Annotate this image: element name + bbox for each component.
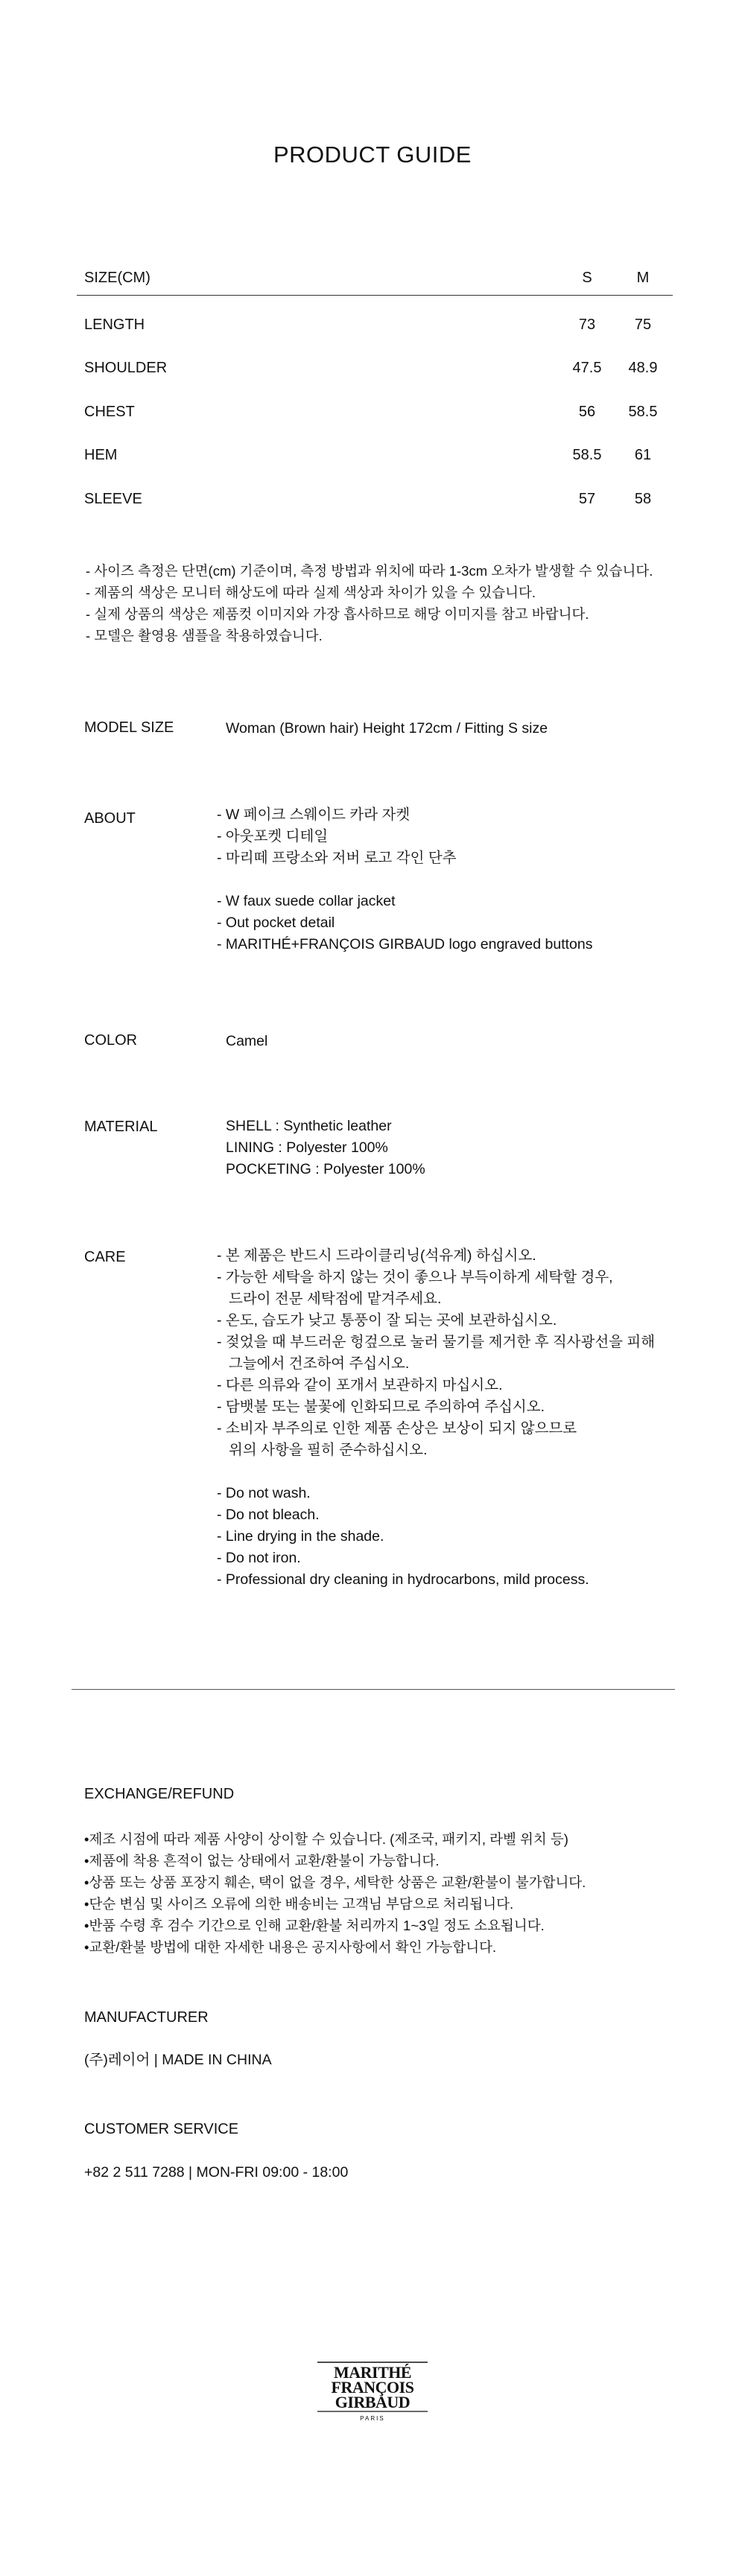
table-row: [77, 347, 673, 391]
customer-service-label: CUSTOMER SERVICE: [84, 2121, 239, 2137]
care-line: - Line drying in the shade.: [217, 1528, 384, 1545]
note-line: - 사이즈 측정은 단면(cm) 기준이며, 측정 방법과 위치에 따라 1-3cm 오차가 발생할 수 있습니다.: [86, 563, 653, 579]
customer-service-value: +82 2 511 7288 | MON-FRI 09:00 - 18:00: [84, 2164, 349, 2181]
row-label: SHOULDER: [84, 360, 168, 377]
table-row: [77, 303, 673, 347]
manufacturer-value: (주)레이어 | MADE IN CHINA: [84, 2052, 272, 2068]
care-line: - 젖었을 때 부드러운 헝겊으로 눌러 물기를 제거한 후 직사광선을 피해: [217, 1334, 656, 1350]
care-line: - 담뱃불 또는 불꽃에 인화되므로 주의하여 주십시오.: [217, 1399, 545, 1415]
care-line: 드라이 전문 세탁점에 맡겨주세요.: [229, 1291, 442, 1307]
row-s-value: 56: [578, 403, 596, 420]
size-table-header: [77, 261, 673, 296]
row-m-value: 61: [634, 447, 652, 464]
exchange-line: •반품 수령 후 검수 기간으로 인해 교환/환불 처리까지 1~3일 정도 소요됩니다.: [84, 1918, 545, 1933]
size-notes: [86, 560, 653, 646]
material-line: SHELL : Synthetic leather: [226, 1118, 392, 1134]
exchange-lines: [84, 1828, 586, 1958]
size-header-s: S: [582, 269, 592, 286]
section-divider: [72, 1689, 675, 1690]
exchange-label: EXCHANGE/REFUND: [84, 1786, 235, 1802]
about-label: ABOUT: [84, 810, 136, 827]
care-lines: [217, 1245, 655, 1591]
table-row: [77, 390, 673, 434]
care-line: - Do not wash.: [217, 1485, 311, 1501]
material-line: POCKETING : Polyester 100%: [226, 1161, 425, 1177]
care-line: - 소비자 부주의로 인한 제품 손상은 보상이 되지 않으므로: [217, 1420, 577, 1437]
svg-text:GIRBAUD: GIRBAUD: [335, 2393, 410, 2411]
note-line: - 제품의 색상은 모니터 해상도에 따라 실제 색상과 차이가 있을 수 있습니다.: [86, 585, 536, 600]
row-s-value: 57: [578, 490, 596, 507]
exchange-line: •상품 또는 상품 포장지 훼손, 택이 없을 경우, 세탁한 상품은 교환/환불이 불가합니다.: [84, 1874, 586, 1890]
about-lines: [217, 804, 592, 955]
material-lines: [226, 1116, 425, 1180]
exchange-line: •제조 시점에 따라 제품 사양이 상이할 수 있습니다. (제조국, 패키지, 라벨 위치 등): [84, 1831, 568, 1847]
row-s-value: 58.5: [572, 447, 602, 464]
size-header-m: M: [636, 269, 650, 286]
about-line: - W faux suede collar jacket: [217, 893, 396, 909]
svg-text:PARIS: PARIS: [360, 2415, 385, 2422]
note-line: - 모델은 촬영용 샘플을 착용하였습니다.: [86, 628, 323, 643]
size-table: [77, 261, 673, 521]
note-line: - 실제 상품의 색상은 제품컷 이미지와 가장 흡사하므로 해당 이미지를 참고 바랍니다.: [86, 606, 589, 622]
care-line: - Do not bleach.: [217, 1507, 320, 1523]
care-label: CARE: [84, 1249, 126, 1265]
about-line: - MARITHÉ+FRANÇOIS GIRBAUD logo engraved buttons: [217, 936, 593, 953]
manufacturer-label: MANUFACTURER: [84, 2009, 209, 2026]
exchange-line: •교환/환불 방법에 대한 자세한 내용은 공지사항에서 확인 가능합니다.: [84, 1939, 497, 1955]
material-line: LINING : Polyester 100%: [226, 1139, 388, 1156]
care-line: - Professional dry cleaning in hydrocarbons, mild process.: [217, 1571, 589, 1588]
about-line: - 아웃포켓 디테일: [217, 828, 329, 845]
care-line: - 가능한 세탁을 하지 않는 것이 좋으나 부득이하게 세탁할 경우,: [217, 1269, 613, 1285]
page-title: PRODUCT GUIDE: [273, 141, 472, 168]
exchange-line: •단순 변심 및 사이즈 오류에 의한 배송비는 고객님 부담으로 처리됩니다.: [84, 1896, 514, 1912]
color-value: Camel: [226, 1033, 268, 1049]
table-row: [77, 477, 673, 521]
model-size-value: Woman (Brown hair) Height 172cm / Fitting S size: [226, 720, 548, 737]
care-line: - 다른 의류와 같이 포개서 보관하지 마십시오.: [217, 1377, 503, 1393]
care-line: - Do not iron.: [217, 1550, 301, 1566]
exchange-line: •제품에 착용 흔적이 없는 상태에서 교환/환불이 가능합니다.: [84, 1853, 440, 1869]
row-s-value: 47.5: [572, 360, 602, 377]
svg-text:MARITHÉ: MARITHÉ: [333, 2363, 412, 2382]
row-m-value: 58: [634, 490, 652, 507]
row-m-value: 48.9: [628, 360, 658, 377]
care-line: - 온도, 습도가 낮고 통풍이 잘 되는 곳에 보관하십시오.: [217, 1312, 557, 1329]
row-label: HEM: [84, 447, 118, 464]
about-line: - Out pocket detail: [217, 915, 335, 931]
size-header-label: SIZE(CM): [84, 269, 150, 286]
row-s-value: 73: [578, 316, 596, 333]
row-m-value: 75: [634, 316, 652, 333]
care-line: 그늘에서 건조하여 주십시오.: [229, 1355, 410, 1372]
color-label: COLOR: [84, 1032, 138, 1049]
care-line: - 본 제품은 반드시 드라이클리닝(석유계) 하십시오.: [217, 1247, 536, 1264]
about-line: - 마리떼 프랑소와 저버 로고 각인 단추: [217, 850, 457, 866]
row-label: CHEST: [84, 403, 135, 420]
row-m-value: 58.5: [628, 403, 658, 420]
care-line: 위의 사항을 필히 준수하십시오.: [229, 1442, 428, 1458]
svg-text:FRANÇOIS: FRANÇOIS: [331, 2378, 414, 2397]
row-label: LENGTH: [84, 316, 145, 333]
brand-logo: [313, 2361, 432, 2424]
model-size-label: MODEL SIZE: [84, 719, 174, 736]
row-label: SLEEVE: [84, 490, 142, 507]
about-line: - W 페이크 스웨이드 카라 자켓: [217, 807, 410, 823]
table-row: [77, 434, 673, 478]
material-label: MATERIAL: [84, 1119, 158, 1135]
